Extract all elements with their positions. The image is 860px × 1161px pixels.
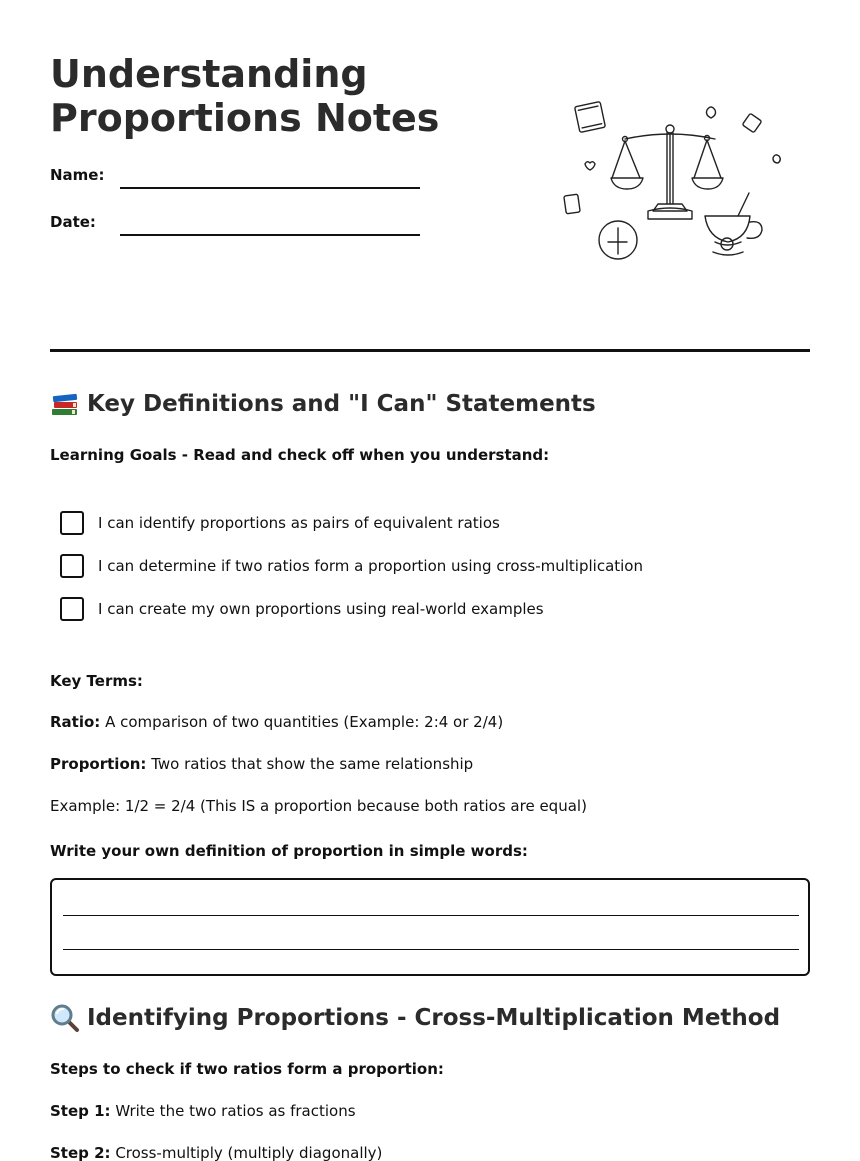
goal-item-1[interactable] [60,511,500,535]
goal-checkbox[interactable] [60,511,84,535]
section-divider [50,349,810,352]
writing-line [63,915,799,916]
section-heading-definitions [50,389,596,419]
section-heading-text: Key Definitions and "I Can" Statements [87,391,596,417]
step-1 [50,1102,356,1120]
date-label: Date: [50,213,96,231]
ratio-text: A comparison of two quantities (Example: 2:4 or 2/4) [100,713,504,731]
goal-item-2[interactable] [60,554,643,578]
title-line-1: Understanding [50,52,368,96]
date-field[interactable] [120,234,420,236]
section-heading-text: Identifying Proportions - Cross-Multiplication Method [87,1005,781,1031]
goal-text: I can determine if two ratios form a proportion using cross-multiplication [98,557,643,575]
learning-goals-heading: Learning Goals - Read and check off when you understand: [50,446,550,464]
balance-scale-icon [555,92,790,272]
name-label: Name: [50,166,105,184]
steps-heading: Steps to check if two ratios form a proportion: [50,1060,444,1078]
proportion-example: Example: 1/2 = 2/4 (This IS a proportion because both ratios are equal) [50,797,587,815]
proportion-term: Proportion: [50,755,147,773]
name-field[interactable] [120,187,420,189]
writing-line [63,949,799,950]
goal-text: I can create my own proportions using real-world examples [98,600,544,618]
goal-checkbox[interactable] [60,554,84,578]
goal-checkbox[interactable] [60,597,84,621]
step-label: Step 1: [50,1102,111,1120]
title-line-2: Proportions Notes [50,96,440,140]
write-definition-prompt: Write your own definition of proportion in simple words: [50,842,528,860]
books-emoji-icon [50,389,80,419]
definition-writing-area[interactable] [50,878,810,976]
magnifying-glass-emoji-icon [50,1003,80,1033]
page-title [50,52,510,140]
ratio-definition [50,713,503,731]
goal-item-3[interactable] [60,597,544,621]
proportion-definition [50,755,473,773]
section-heading-cross-multiplication [50,1003,780,1033]
step-text: Write the two ratios as fractions [110,1102,356,1120]
goal-text: I can identify proportions as pairs of equivalent ratios [98,514,500,532]
step-2 [50,1144,382,1161]
ratio-term: Ratio: [50,713,101,731]
step-label: Step 2: [50,1144,111,1161]
proportion-text: Two ratios that show the same relationship [146,755,474,773]
key-terms-heading: Key Terms: [50,672,143,690]
step-text: Cross-multiply (multiply diagonally) [110,1144,383,1161]
